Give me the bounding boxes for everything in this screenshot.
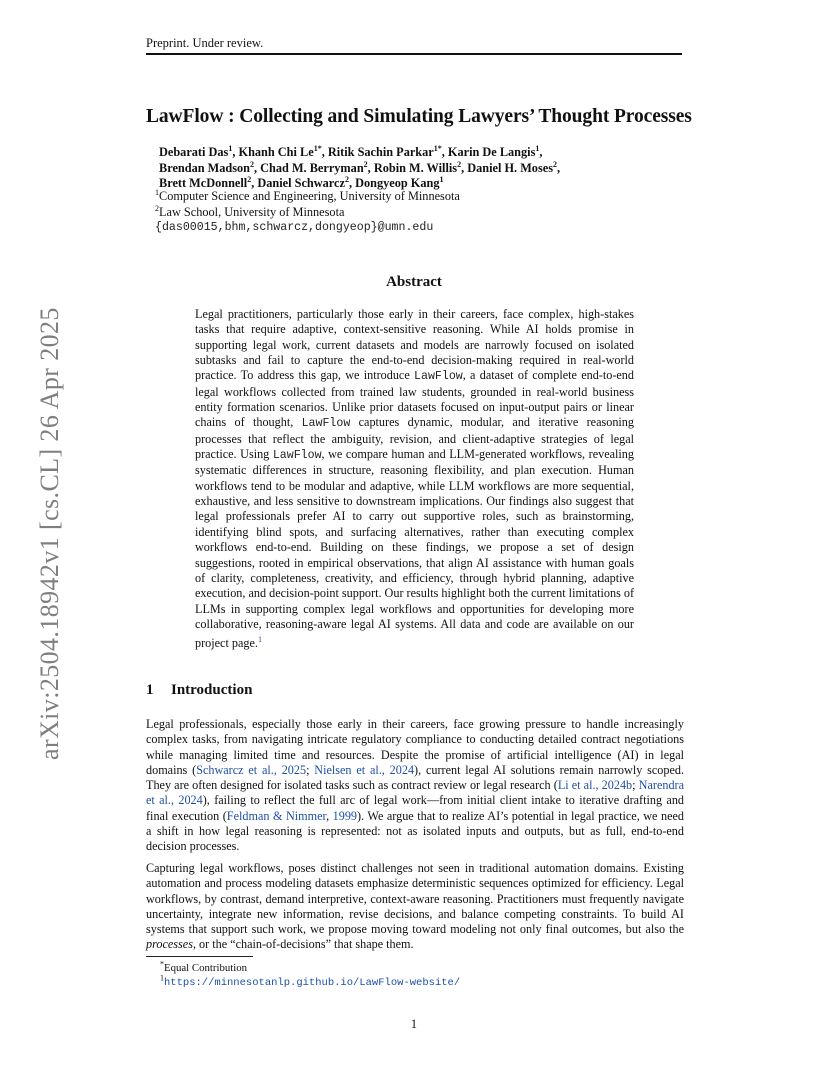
author-affiliation-mark: 1 xyxy=(228,143,233,153)
footnote-mark: 1 xyxy=(160,973,164,983)
affiliation-text: Law School, University of Minnesota xyxy=(159,205,345,219)
author-affiliation-mark: 1* xyxy=(433,143,442,153)
dataset-name: LawFlow xyxy=(272,449,322,463)
running-header: Preprint. Under review. xyxy=(146,36,264,50)
author-name: Karin De Langis xyxy=(447,145,536,159)
author-affiliation-mark: 2 xyxy=(250,159,255,169)
author-name: Chad M. Berryman xyxy=(260,160,364,175)
footnote-text: Equal Contribution xyxy=(164,962,248,974)
section-number: 1 xyxy=(146,682,154,698)
abstract-text: , we compare human and LLM-generated workflows, revealing systematic differences in structure, reasoning flexibility, and plan execution. Human workflows tend to be modular and adaptive, while LLM workflows are more sequential, exhaustive, and less sensitive to downstream implications. Our findings also suggest that legal professionals prefer AI to carry out supportive roles, such as brainstorming, identifying blind spots, and surfacing alternatives, rather than executing complex workflows end-to-end. Building on these findings, we propose a set of design suggestions, rooted in empirical observations, that align AI assistance with human goals of clarity, completeness, creativity, and efficiency, through hybrid planning, adaptive execution, and decision-point support. Our results highlight both the current limitations of LLMs in supporting complex legal workflows and opportunities for developing more collaborative, reasoning-aware legal AI systems. All data and code are available on our project page. xyxy=(195,447,635,651)
intro-text: ), current legal AI solutions remain narrowly scoped. They are often designed for isolated tasks such as contract review or legal research ( xyxy=(146,762,685,793)
author-list: Debarati Das$^1$, Khanh Chi $Le^{1*}$, Ritik Sachin Parkar$^{1*}$, Karin De Langis$^1$, Brendan Madson$^2$, Chad M. Berryman$^2$, Robin M. Willis$^2$, Daniel H. Moses$^2$, Brett McDonnell$^2$, Daniel Schwarcz$^2$, Dongyeop Kang$^1$ xyxy=(159,143,561,191)
author-name: Brendan Madson xyxy=(159,160,251,175)
intro-text: , xyxy=(326,808,333,823)
dataset-name: LawFlow xyxy=(414,370,463,384)
author-affiliation-mark: 1 xyxy=(439,175,444,185)
citation-link[interactable]: Feldman & Nimmer xyxy=(226,808,327,823)
citation-link[interactable]: Nielsen et al., 2024 xyxy=(314,762,415,777)
arxiv-stamp xyxy=(18,290,64,760)
citation-link[interactable]: 1999 xyxy=(332,808,358,823)
page-number: 1 xyxy=(410,1017,418,1031)
footnote-mark: * xyxy=(160,959,164,969)
intro-paragraph-1 xyxy=(146,717,684,855)
affiliation-text: Computer Science and Engineering, University of Minnesota xyxy=(159,189,460,203)
author-affiliation-mark: 1* xyxy=(313,143,322,153)
author-name: Daniel H. Moses xyxy=(467,160,553,175)
dataset-name: LawFlow xyxy=(301,417,351,431)
affiliation-mark: 1 xyxy=(155,187,159,197)
intro-text: Capturing legal workflows, poses distinct challenges not seen in traditional automation domains. Existing automation and process modeling datasets emphasize deterministic sequences optimized for efficiency. Legal workflows, by contrast, demand interpretive, context-aware reasoning. Practitioners must frequently navigate uncertainty, integrate new information, revise decisions, and balance competing constraints. To build AI systems that support such work, we propose moving toward modeling not only final outcomes, but also the xyxy=(146,861,684,937)
abstract-body xyxy=(195,307,634,652)
paper-title: LawFlow : Collecting and Simulating Lawyers’ Thought Processes xyxy=(146,106,692,127)
author-affiliation-mark: 2 xyxy=(363,159,368,169)
author-affiliation-mark: 2 xyxy=(344,175,349,185)
emphasis: processes xyxy=(146,937,193,952)
author-name: Ritik Sachin Parkar xyxy=(327,145,434,159)
abstract-text: , a dataset of complete end-to-end legal workflows collected from trained law students, grounded in real-world business entity formation scenarios. Unlike prior datasets focused on input-output pairs or linear chains of thought, xyxy=(195,368,634,430)
citation-link[interactable]: Schwarcz et al., 2025 xyxy=(196,762,307,777)
author-name: Debarati Das xyxy=(159,145,229,159)
intro-text: , or the “chain-of-decisions” that shape them. xyxy=(192,937,414,952)
author-emails: {das00015,bhm,schwarcz,dongyeop}@umn.edu xyxy=(155,221,434,234)
author-affiliation-mark: 1 xyxy=(535,143,540,153)
intro-text: ; xyxy=(632,778,639,793)
author-affiliation-mark: 2 xyxy=(457,159,462,169)
footnote-rule xyxy=(146,956,253,957)
abstract-text: Legal practitioners, particularly those early in their careers, face complex, high-stakes tasks that require adaptive, context-sensitive reasoning. While AI holds promise in supporting legal work, current datasets and models are narrowly focused on isolated subtasks and fail to capture the end-to-end decision-making required in real-world practice. To address this gap, we introduce xyxy=(195,307,634,383)
footnote-ref[interactable]: 1 xyxy=(257,635,262,645)
author-affiliation-mark: 2 xyxy=(552,159,557,169)
intro-text: ; xyxy=(306,762,315,777)
header-rule xyxy=(146,53,682,55)
footnote-project-link xyxy=(160,973,461,989)
author-name: Brett McDonnell xyxy=(159,176,248,191)
author-name: Dongyeop Kang xyxy=(355,176,440,191)
footnote-equal-contribution xyxy=(160,959,248,974)
affiliation-1 xyxy=(155,189,460,204)
citation-link[interactable]: Li et al., 2024b xyxy=(557,778,633,793)
intro-text: ), failing to reflect the full arc of legal work—from initial client intake to iterative drafting and final execution ( xyxy=(146,793,685,823)
intro-paragraph-2 xyxy=(146,861,684,953)
section-heading xyxy=(146,682,252,699)
author-name: Daniel Schwarcz xyxy=(257,176,345,191)
intro-text: Legal professionals, especially those early in their careers, face growing pressure to handle increasingly complex tasks, from navigating intricate regulatory compliance to conducting detailed contract negotiations while managing limited time and resources. Despite the promise of artificial intelligence (AI) in legal domains ( xyxy=(146,717,684,777)
author-affiliation-mark: 2 xyxy=(247,175,252,185)
project-page-link[interactable]: https://minnesotanlp.github.io/LawFlow-website/ xyxy=(164,977,461,989)
abstract-heading: Abstract xyxy=(386,274,442,290)
author-name: Robin M. Willis xyxy=(373,160,458,175)
intro-text: ). We argue that to realize AI’s potential in legal practice, we need a shift in how legal reasoning is represented: not as isolated inputs and outputs, but as full, end-to-end decision processes. xyxy=(146,808,684,854)
abstract-text: captures dynamic, modular, and iterative reasoning processes that reflect the ambiguity, revision, and client-adaptive strategies of legal practice. Using xyxy=(195,415,634,462)
arxiv-stamp-text: arXiv:2504.18942v1 [cs.CL] 26 Apr 2025 xyxy=(35,307,64,760)
affiliation-2 xyxy=(155,205,344,220)
author-name: Khanh Chi Le xyxy=(238,145,314,159)
section-title: Introduction xyxy=(171,682,253,698)
citation-link[interactable]: Narendra et al., 2024 xyxy=(146,778,685,808)
affiliation-mark: 2 xyxy=(155,203,159,213)
